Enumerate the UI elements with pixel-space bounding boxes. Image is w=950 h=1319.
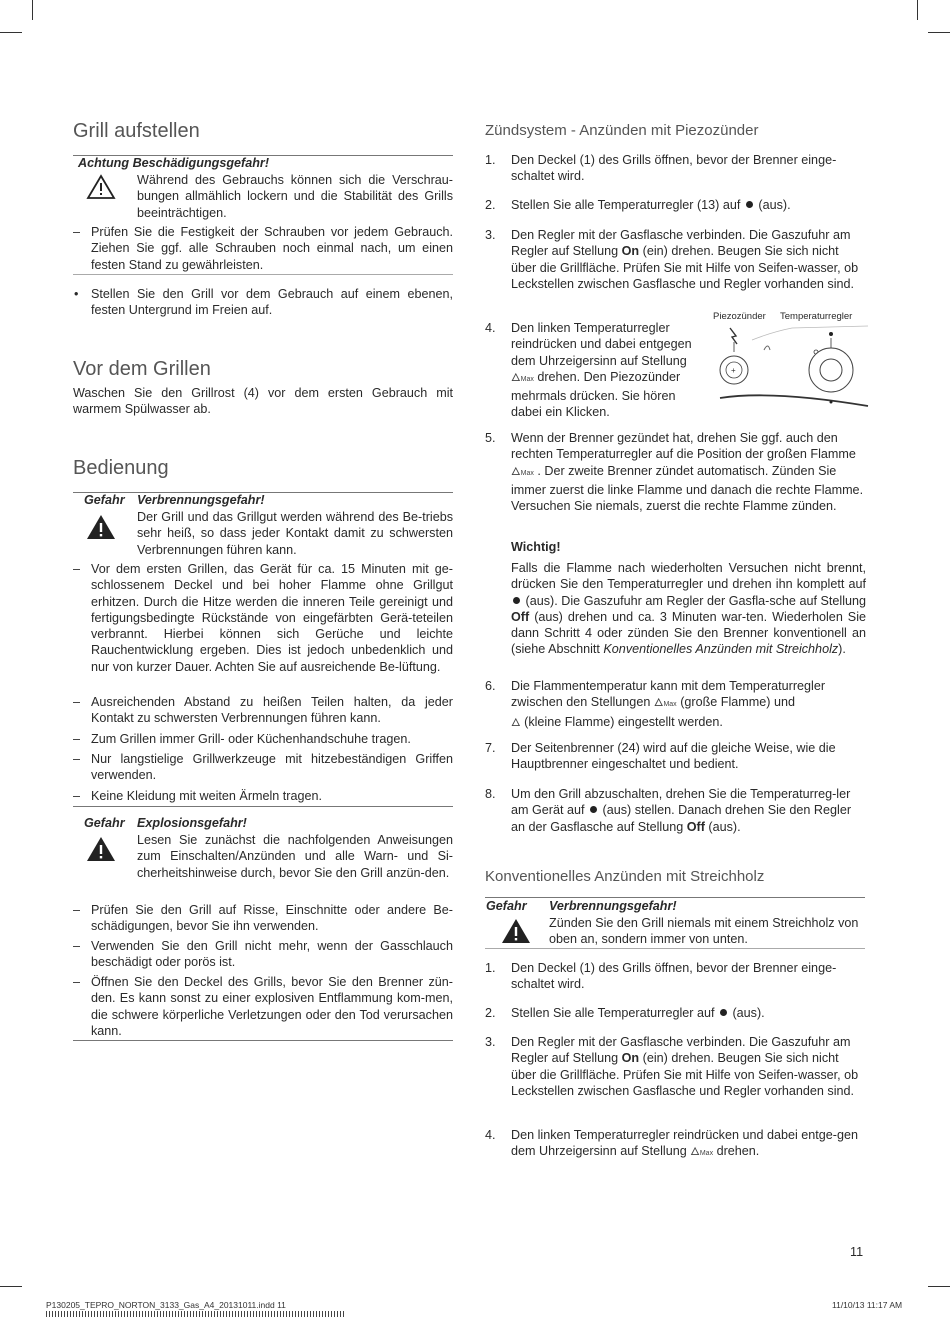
step-number: 8. <box>485 787 496 801</box>
step-text-part: drehen. Den Piezozünder mehrmals drücken. Sie hören dabei ein Klicken. <box>511 369 681 420</box>
divider <box>73 806 453 807</box>
list-item: Zum Grillen immer Grill- oder Küchenhandschuhe tragen. <box>91 732 411 746</box>
list-item: Prüfen Sie den Grill auf Risse, Einschnitte oder andere Be-schädigungen, bevor Sie ihn verwenden. <box>91 903 453 934</box>
dash-marker: – <box>73 903 81 917</box>
flame-max-icon: 🜂Max <box>511 371 534 384</box>
step-text-bold: On <box>621 244 640 259</box>
list-item: Keine Kleidung mit weiten Ärmeln tragen. <box>91 789 323 803</box>
divider <box>485 948 865 949</box>
dash-marker: – <box>73 695 81 709</box>
section-title-streichholz: Konventionelles Anzünden mit Streichholz <box>485 868 765 885</box>
flame-max-label: Max <box>520 469 534 477</box>
step-text-part: (aus). <box>758 198 791 212</box>
step-number: 3. <box>485 1035 496 1049</box>
divider <box>73 1040 453 1041</box>
dash-marker: – <box>73 752 81 766</box>
section-title-piezo: Zündsystem - Anzünden mit Piezozünder <box>485 122 759 139</box>
step-text-part: (aus). <box>708 819 741 834</box>
warning-label: Gefahr <box>84 816 125 830</box>
warning-text: Lesen Sie zunächst die nachfolgenden Anweisungen zum Einschalten/Anzünden und alle Warn- und Si-cherheitshinweise durch, bevor Sie den Grill anzün-den. <box>137 833 453 880</box>
figure-label-piezo: Piezozünder <box>713 311 766 322</box>
step-text <box>511 1127 865 1163</box>
section-title-bedienung: Bedienung <box>73 457 169 479</box>
step-text-bold: Off <box>686 819 705 834</box>
figure-label-temperature: Temperaturregler <box>780 311 853 322</box>
step-text-part: Den linken Temperaturregler reindrücken und dabei entgegen dem Uhrzeigersinn auf Stellung <box>511 321 692 368</box>
step-number: 4. <box>485 1128 496 1142</box>
warning-text: Zünden Sie den Grill niemals mit einem Streichholz von oben an, sondern immer von unten. <box>549 916 859 947</box>
step-text <box>511 320 709 421</box>
dash-marker: – <box>73 975 81 989</box>
warning-outline-icon <box>86 174 116 200</box>
danger-icon <box>501 918 531 944</box>
step-text-bold: On <box>621 1051 640 1066</box>
step-text <box>511 430 865 514</box>
step-text <box>511 678 865 731</box>
danger-icon <box>86 514 116 540</box>
step-text-part: Stellen Sie alle Temperaturregler auf <box>511 1006 715 1020</box>
crop-mark <box>32 0 33 20</box>
off-dot-icon <box>513 597 520 604</box>
step-text-part: Den Regler mit der Gasflasche verbinden. Die Gaszufuhr am Regler auf Stellung <box>511 1035 851 1066</box>
important-text-bold: Off <box>511 609 530 624</box>
step-number: 4. <box>485 321 496 335</box>
bullet-marker: • <box>74 287 79 301</box>
step-text-part: Um den Grill abzuschalten, drehen Sie die Temperaturreg-ler am Gerät auf <box>511 787 851 818</box>
list-item: Stellen Sie den Grill vor dem Gebrauch auf einem ebenen, festen Untergrund im Freien auf. <box>91 287 453 318</box>
step-text-part: (große Flamme) und <box>680 695 795 710</box>
step-number: 7. <box>485 741 496 755</box>
flame-max-label: Max <box>699 1150 714 1158</box>
flame-max-icon: 🜂Max <box>511 465 534 478</box>
off-dot-icon <box>746 201 753 208</box>
step-number: 6. <box>485 679 496 693</box>
step-text-part: (aus). <box>732 1006 765 1020</box>
step-text: Der Seitenbrenner (24) wird auf die gleiche Weise, wie die Hauptbrenner eingeschaltet und bedient. <box>511 741 836 772</box>
flame-max-label: Max <box>520 375 534 383</box>
footer-file-info: P130205_TEPRO_NORTON_3133_Gas_A4_20131011.indd 11 <box>46 1300 286 1310</box>
divider <box>485 897 865 898</box>
list-item: Öffnen Sie den Deckel des Grills, bevor Sie den Brenner zün-den. Es kann sonst zu einer explosiven Entflammung kom-men, die schwere körperliche Verletzungen oder den Tod verursachen kann. <box>91 975 453 1038</box>
crop-mark <box>928 32 950 33</box>
footer-timestamp: 11/10/13 11:17 AM <box>832 1300 903 1310</box>
list-item: Verwenden Sie den Grill nicht mehr, wenn der Gasschlauch beschädigt oder porös ist. <box>91 939 453 970</box>
section-title-vor-dem-grillen: Vor dem Grillen <box>73 358 211 380</box>
step-text: Den Deckel (1) des Grills öffnen, bevor der Brenner einge-schaltet wird. <box>511 961 837 992</box>
barcode-strip <box>46 1311 346 1317</box>
list-item: Ausreichenden Abstand zu heißen Teilen halten, da jeder Kontakt zu schwersten Verbrennungen führen kann. <box>91 695 453 726</box>
important-text <box>511 560 866 658</box>
step-text-part: (ein) drehen. Beugen Sie sich nicht über die Grillfläche. Prüfen Sie mit Hilfe von Seifen-wasser, ob Leckstellen zwischen Gasflasche und Regler vorhanden sind. <box>511 244 859 291</box>
important-text-part: Falls die Flamme nach wiederholten Versuchen nicht brennt, drücken Sie den Temperaturregler und drehen ihn komplett auf <box>511 561 866 592</box>
step-number: 1. <box>485 961 496 975</box>
flame-max-label: Max <box>663 701 677 709</box>
paragraph: Waschen Sie den Grillrost (4) vor dem ersten Gebrauch mit warmem Spülwasser ab. <box>73 386 453 417</box>
flame-max-icon: 🜂Max <box>653 697 677 710</box>
step-number: 1. <box>485 153 496 167</box>
warning-heading: Achtung Beschädigungsgefahr! <box>78 156 270 170</box>
step-text <box>511 197 865 213</box>
dash-marker: – <box>73 562 81 576</box>
warning-label: Gefahr <box>486 899 527 913</box>
step-number: 2. <box>485 1006 496 1020</box>
step-number: 5. <box>485 431 496 445</box>
step-text-part: . Der zweite Brenner zündet automatisch. Zünden Sie immer zuerst die linke Flamme und danach die rechte Flamme. Versuchen Sie niemals, zuerst die rechte Flamme zünden. <box>511 463 864 514</box>
warning-text: Während des Gebrauchs können sich die Verschrau-bungen allmählich lockern und die Stabilität des Grills beeinträchtigen. <box>137 173 453 220</box>
dash-marker: – <box>73 939 81 953</box>
crop-mark <box>917 0 918 20</box>
divider <box>73 274 453 275</box>
step-text <box>511 1005 865 1021</box>
dash-marker: – <box>73 789 81 803</box>
step-text-part: Wenn der Brenner gezündet hat, drehen Sie ggf. auch den rechten Temperaturregler auf die Position der großen Flamme <box>511 431 856 462</box>
step-text-part: Den Regler mit der Gasflasche verbinden. Die Gaszufuhr am Regler auf Stellung <box>511 228 851 259</box>
step-text-part: Die Flammentemperatur kann mit dem Temperaturregler zwischen den Stellungen <box>511 679 826 710</box>
step-number: 3. <box>485 228 496 242</box>
step-text <box>511 786 865 835</box>
step-text-part: Den linken Temperaturregler reindrücken und dabei entge-gen dem Uhrzeigersinn auf Stellung <box>511 1128 859 1159</box>
svg-text:+: + <box>731 366 736 375</box>
dash-marker: – <box>73 732 81 746</box>
control-panel-figure <box>712 322 870 410</box>
crop-mark <box>0 1286 22 1287</box>
step-text: Den Deckel (1) des Grills öffnen, bevor der Brenner einge-schaltet wird. <box>511 153 837 184</box>
crop-mark <box>928 1286 950 1287</box>
off-dot-icon <box>720 1009 727 1016</box>
step-text <box>511 227 865 292</box>
list-item: Vor dem ersten Grillen, das Gerät für ca. 15 Minuten mit ge-schlossenem Deckel und bei hoher Flamme ohne Grillgut erhitzen. Durch die Hitze werden die inneren Teile gereinigt und fertigungsbedingte Rückstände von eingefärbten Gerä-teteilen verbrannt. Hierbei können sich Gerüche und leichte Rauchentwicklung ergeben. Dies ist jedoch unbedenklich und nur von kurzer Dauer. Achten Sie auf ausreichende Be-lüftung. <box>91 562 453 674</box>
important-text-part: ). <box>838 642 846 657</box>
step-text-part: drehen. <box>716 1144 760 1159</box>
warning-text: Der Grill und das Grillgut werden während des Be-triebs sehr heiß, so dass jeder Kontakt damit zu schwersten Verbrennungen führen kann. <box>137 510 453 557</box>
step-number: 2. <box>485 198 496 212</box>
page-number: 11 <box>850 1245 864 1259</box>
important-text-part: (aus) drehen und ca. 3 Minuten war-ten. Wiederholen Sie dann Schritt 4 oder zünden Sie den Brenner konventionell an (siehe Abschnitt <box>511 609 867 657</box>
dash-marker: – <box>73 225 81 239</box>
off-dot-icon <box>590 806 597 813</box>
section-title-grill-aufstellen: Grill aufstellen <box>73 120 200 142</box>
warning-label: Gefahr <box>84 493 125 507</box>
flame-max-icon: 🜂Max <box>690 1146 714 1159</box>
important-text-ref: Konventionelles Anzünden mit Streichholz <box>603 642 839 657</box>
warning-heading: Explosionsgefahr! <box>137 816 247 830</box>
flame-min-icon: 🜂 <box>511 716 521 729</box>
crop-mark <box>0 32 22 33</box>
step-text-part: (aus) stellen. Danach drehen Sie den Regler an der Gasflasche auf Stellung <box>511 803 852 834</box>
step-text <box>511 1034 865 1099</box>
important-text-part: (aus). Die Gaszufuhr am Regler der Gasfla-sche auf Stellung <box>525 593 867 608</box>
list-item: Prüfen Sie die Festigkeit der Schrauben vor jedem Gebrauch. Ziehen Sie ggf. alle Schrauben noch einmal nach, um einen festen Stand zu gewährleisten. <box>91 225 453 272</box>
step-text-part: Stellen Sie alle Temperaturregler (13) auf <box>511 198 741 212</box>
warning-heading: Verbrennungsgefahr! <box>137 493 265 507</box>
step-text-part: (ein) drehen. Beugen Sie sich nicht über die Grillfläche. Prüfen Sie mit Hilfe von Seifen-wasser, ob Leckstellen zwischen Gasflasche und Regler vorhanden sind. <box>511 1051 859 1098</box>
important-heading: Wichtig! <box>511 540 561 554</box>
warning-heading: Verbrennungsgefahr! <box>549 899 677 913</box>
step-text-part: (kleine Flamme) eingestellt werden. <box>524 714 723 729</box>
list-item: Nur langstielige Grillwerkzeuge mit hitzebeständigen Griffen verwenden. <box>91 752 453 783</box>
danger-icon <box>86 836 116 862</box>
